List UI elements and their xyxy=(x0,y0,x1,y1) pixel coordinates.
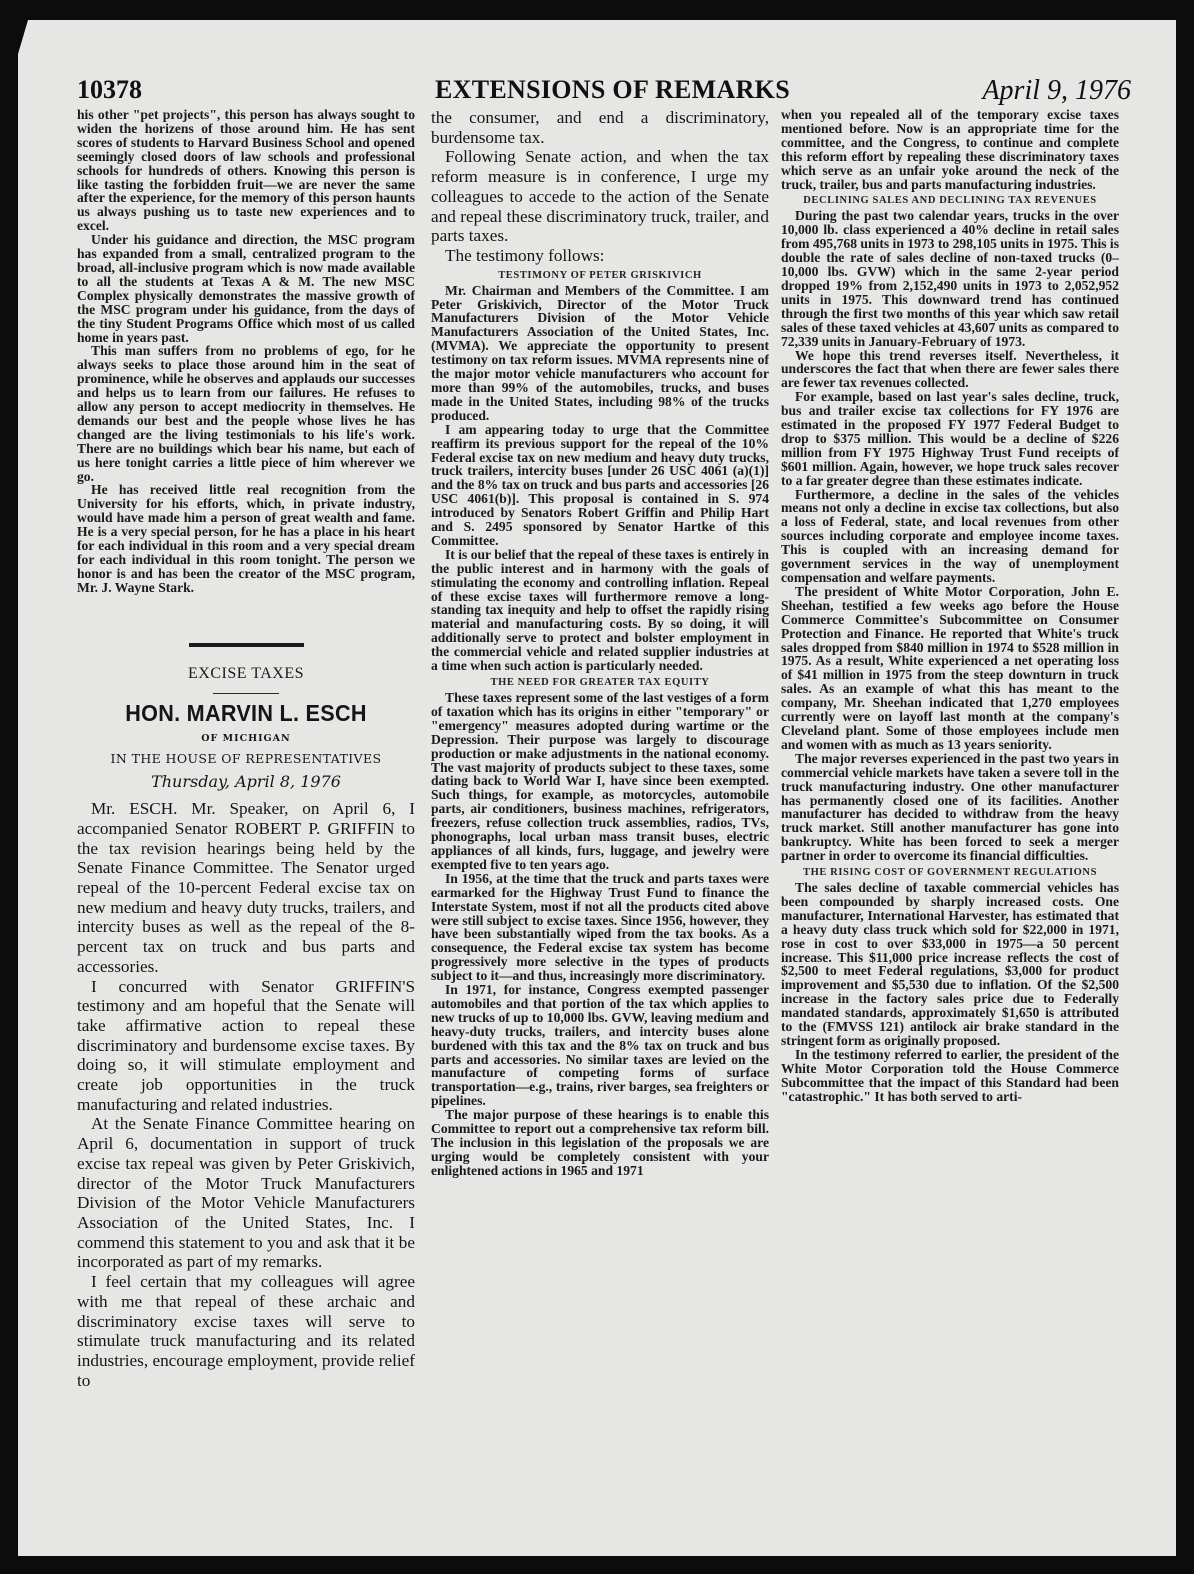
paragraph: In 1956, at the time that the truck and parts taxes were earmarked for the Highway Trust Fund to finance the Interstate System, most if not all the products cited above were still subject to excise taxes. Since 1956, however, they have been substantially wiped from the tax books. As a consequence, the Federal excise tax system has become progressively more selective in the types of products subject to it—and thus, increasingly more discriminatory. xyxy=(431,870,769,984)
column-3 xyxy=(781,108,1119,1548)
paragraph: We hope this trend reverses itself. Nevertheless, it underscores the fact that when there are fewer sales there are fewer tax revenues collected. xyxy=(781,347,1119,391)
column-1 xyxy=(77,108,415,1548)
paragraph: He has received little real recognition from the University for his efforts, which, in private industry, would have made him a person of great wealth and fame. He is a very special person, for he has a place in his heart for each individual in this room and a very special dream for each individual in this room tonight. The person we honor is and has been the creator of the MSC program, Mr. J. Wayne Stark. xyxy=(77,482,415,595)
paragraph: I concurred with Senator GRIFFIN'S testimony and am hopeful that the Senate will take affirmative action to repeal these discriminatory and burdensome excise taxes. By doing so, it will stimulate employment and create job opportunities in the truck manufacturing and related industries. xyxy=(77,976,415,1114)
testimony-heading: TESTIMONY OF PETER GRISKIVICH xyxy=(498,269,702,281)
paragraph: The president of White Motor Corporation, John E. Sheehan, testified a few weeks ago before the House Commerce Committee's Subcommittee on Consumer Protection and Finance. He reported that White's truck sales dropped from $840 million in 1974 to $528 million in 1975. As a result, White experienced a net operating loss of $41 million in 1975 from the steep downturn in truck sales. As an example of what this has meant to the company, Mr. Sheehan indicated that 1,270 employees currently were on layoff last month at the company's Cleveland plant. Some of those employees include men and women with as much as 13 years seniority. xyxy=(781,583,1119,752)
paragraph: This man suffers from no problems of ego, for he always seeks to place those around him in the seat of prominence, while he observes and applauds our successes and helps us to learn from our failures. He refuses to allow any person to accept mediocrity in themselves. He demands our best and the people whose lives he has changed are the living testimonials to his life's work. There are no buildings which bear his name, but each of us here tonight carries a little piece of him wherever we go. xyxy=(77,343,415,484)
page-corner-fold xyxy=(18,20,28,54)
paragraph: the consumer, and end a discriminatory, burdensome tax. xyxy=(431,108,769,147)
paragraph: his other "pet projects", this person has always sought to widen the horizens of those around him. He has sent scores of students to Harvard Business School and opened seemingly closed doors of law schools and professional schools for hundreds of others. Knowing this person is like tasting the forbidden fruit—we are never the same after the experience, for the memory of this person haunts us always pushing us to taste new experiences and to excel. xyxy=(77,108,415,234)
extension-title: EXCISE TAXES xyxy=(188,664,304,682)
paragraph: In 1971, for instance, Congress exempted passenger automobiles and that portion of the tax which applies to new trucks of up to 10,000 lbs. GVW, leaving medium and heavy-duty trucks, trailers, and intercity buses alone burdened with this tax and the 8% tax on truck and bus parts and accessories. No similar taxes are levied on the manufacture of competing forms of surface transportation—e.g., trains, river barges, sea freighters or pipelines. xyxy=(431,982,769,1109)
paragraph: The major purpose of these hearings is to enable this Committee to report out a comprehensive tax reform bill. The inclusion in this legislation of the proposals we are urging would be completely consistent with your enlightened actions in 1965 and 1971 xyxy=(431,1107,769,1178)
page-date: April 9, 1976 xyxy=(982,75,1131,106)
paragraph: The major reverses experienced in the past two years in commercial vehicle markets have taken a severe toll in the truck manufacturing industry. One other manufacturer has permanently closed one of its facilities. Another manufacturer has decided to withdraw from the heavy truck market. Still another manufacturer has gone into bankruptcy. White has been forced to seek a merger partner in order to overcome its financial difficulties. xyxy=(781,750,1119,864)
paragraph: I feel certain that my colleagues will agree with me that repeal of these archaic and discriminatory excise taxes will serve to stimulate truck manufacturing and its related industries, encourage employment, provide relief to xyxy=(77,1272,415,1390)
paragraph: The testimony follows: xyxy=(445,245,605,265)
paragraph: In the testimony referred to earlier, the president of the White Motor Corporation told the House Commerce Subcommittee that the impact of this Standard had been "catastrophic." It has both served to arti- xyxy=(781,1046,1119,1104)
section-heading: DECLINING SALES AND DECLINING TAX REVENUES xyxy=(803,195,1097,207)
title-rule xyxy=(213,693,279,695)
page-number: 10378 xyxy=(77,75,142,104)
column-2 xyxy=(431,108,769,1548)
paragraph: Furthermore, a decline in the sales of the vehicles means not only a decline in excise tax collections, but also a loss of Federal, state, and local revenues from other sources including corporate and employee income taxes. This is coupled with an increasing demand for government services in the way of unemployment compensation and welfare payments. xyxy=(781,486,1119,585)
paragraph: These taxes represent some of the last vestiges of a form of taxation which has its origins in either "temporary" or "emergency" measures adopted during wartime or the Depression. Their purpose was largely to discourage production or make adjustments in the national economy. The vast majority of products subject to these taxes, some dating back to World War I, have since been exempted. Such things, for example, as motorcycles, automobile parts, air conditioners, business machines, refrigerators, freezers, refuse collection truck assemblies, radios, TVs, phonographs, local urban mass transit buses, electric appliances of all kinds, furs, luggage, and jewelry were exempted five to ten years ago. xyxy=(431,690,769,872)
member-name: HON. MARVIN L. ESCH xyxy=(125,700,367,727)
paragraph: At the Senate Finance Committee hearing on April 6, documentation in support of truck excise tax repeal was given by Peter Griskivich, director of the Motor Truck Manufacturers Division of the Motor Vehicle Manufacturers Association of the United States, Inc. I commend this statement to you and ask that it be incorporated as part of my remarks. xyxy=(77,1114,415,1272)
paragraph: The sales decline of taxable commercial vehicles has been compounded by sharply increased costs. One manufacturer, International Harvester, has estimated that a heavy duty class truck which sold for $22,000 in 1971, rose in cost to over $33,000 in 1975—a 50 percent increase. This $11,000 price increase reflects the cost of $2,500 to meet Federal regulations, $3,000 for product improvement and $5,530 due to inflation. Of the $2,500 increase in the factory sales price due to Federally mandated standards, approximately $1,650 is attributed to the (FMVSS 121) antilock air brake standard in the stringent form as originally proposed. xyxy=(781,880,1119,1048)
paragraph: Following Senate action, and when the tax reform measure is in conference, I urge my colleagues to accede to the action of the Senate and repeal these discriminatory truck, trailer, and parts taxes. xyxy=(431,147,769,246)
section-heading: THE NEED FOR GREATER TAX EQUITY xyxy=(490,677,710,688)
member-state: OF MICHIGAN xyxy=(201,733,291,745)
section-divider xyxy=(189,643,304,647)
paragraph: when you repealed all of the temporary excise taxes mentioned before. Now is an appropriate time for the committee, and the Congress, to continue and complete this reform effort by repealing these discriminatory taxes which serve as an unfair yoke around the neck of the truck, trailer, bus and parts manufacturing industries. xyxy=(781,108,1119,192)
paragraph: I am appearing today to urge that the Committee reaffirm its previous support for the repeal of the 10% Federal excise tax on new medium and heavy duty trucks, truck trailers, intercity buses [under 26 USC 4061 (a)(1)] and the 8% tax on truck and bus parts and accessories [26 USC 4061(b)]. This proposal is contained in S. 974 introduced by Senators Robert Griffin and Philip Hart and S. 2495 sponsored by Senator Hartke of this Committee. xyxy=(431,421,769,548)
paragraph: Mr. ESCH. Mr. Speaker, on April 6, I accompanied Senator ROBERT P. GRIFFIN to the tax revision hearings being held by the Senate Finance Committee. The Senator urged repeal of the 10-percent Federal excise tax on new medium and heavy duty trucks, trailers, and intercity buses as well as the repeal of the 8-percent tax on truck and bus parts and accessories. xyxy=(77,799,415,976)
newspaper-page xyxy=(18,20,1176,1556)
paragraph: For example, based on last year's sales decline, truck, bus and trailer excise tax collections for FY 1976 are estimated in the proposed FY 1977 Federal Budget to drop to $375 million. This would be a decline of $226 million from FY 1975 Highway Trust Fund receipts of $601 million. Again, however, we hope truck sales recover to a far greater degree than these estimates indicate. xyxy=(781,389,1119,488)
paragraph: During the past two calendar years, trucks in the over 10,000 lb. class experienced a 40% decline in retail sales from 495,768 units in 1973 to 298,105 units in 1975. This is double the rate of sales decline of non-taxed trucks (0–10,000 lbs. GVW) which in the same 2-year period dropped 19% from 2,152,490 units in 1973 to 2,052,952 units in 1975. This downward trend has continued through the first two months of this year which saw retail sales of these taxed vehicles at 43,607 units as compared to 72,339 units in January-February of 1973. xyxy=(781,208,1119,349)
paragraph: It is our belief that the repeal of these taxes is entirely in the public interest and in harmony with the goals of stimulating the economy and controlling inflation. Repeal of these excise taxes will furthermore remove a long-standing tax inequity and help to offset the rapidly rising material and manufacturing costs. By so doing, it will additionally serve to protect and bolster employment in the commercial vehicle and related supplier industries at a time when such action is particularly needed. xyxy=(431,546,769,674)
running-head: EXTENSIONS OF REMARKS xyxy=(435,75,790,104)
paragraph: Under his guidance and direction, the MSC program has expanded from a small, centralized program to the broad, all-inclusive program which is now made available to all the students at Texas A & M. The new MSC Complex physically demonstrates the massive growth of the MSC program under his guidance, from the days of the tiny Student Programs Office which most of us called home in years past. xyxy=(77,232,415,345)
section-heading: THE RISING COST OF GOVERNMENT REGULATIONS xyxy=(802,867,1098,879)
remarks-date: Thursday, April 8, 1976 xyxy=(151,772,341,792)
paragraph: Mr. Chairman and Members of the Committee. I am Peter Griskivich, Director of the Motor Truck Manufacturers Division of the Motor Vehicle Manufacturers Association of the United States, Inc. (MVMA). We appreciate the opportunity to present testimony on tax reform issues. MVMA represents nine of the major motor vehicle manufacturers who account for more than 99% of the automobiles, trucks, and buses made in the United States, including 98% of the trucks produced. xyxy=(431,282,769,423)
chamber-line: IN THE HOUSE OF REPRESENTATIVES xyxy=(110,751,382,767)
